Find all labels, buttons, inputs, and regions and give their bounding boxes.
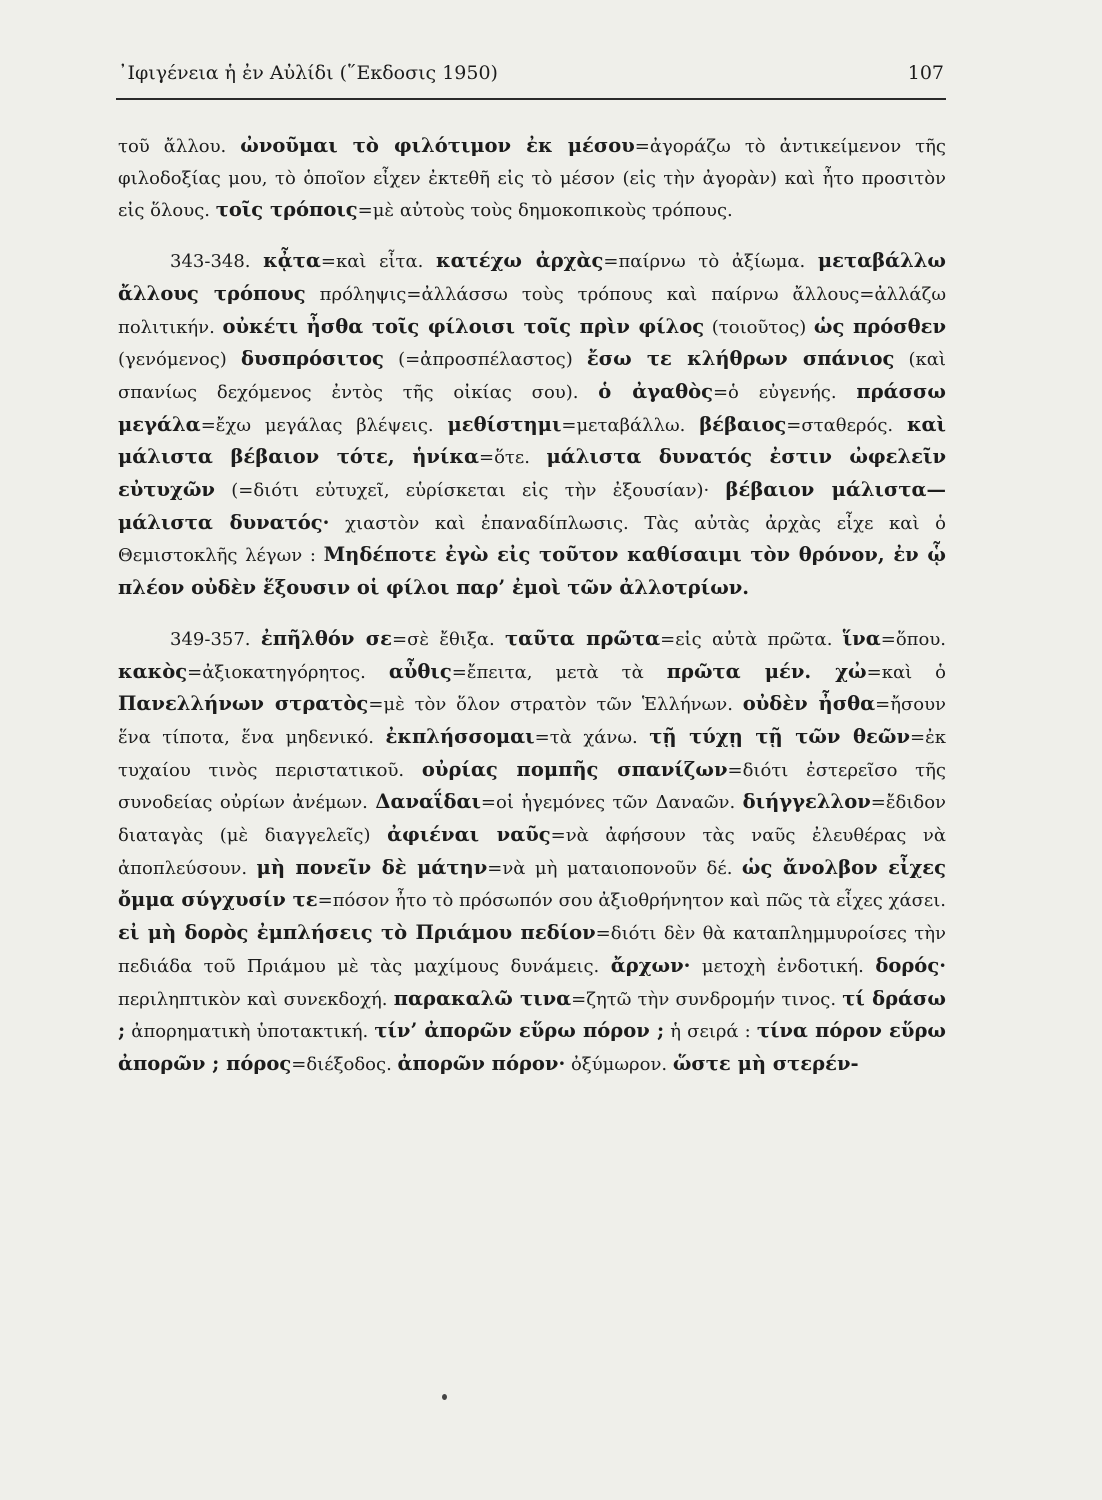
gloss: ἀπορηματικὴ ὑποτακτική. bbox=[125, 1021, 375, 1043]
lemma: μεθίστημι bbox=[447, 412, 562, 436]
lemma: ταῦτα πρῶτα bbox=[505, 626, 661, 650]
lemma: ὁ ἀγαθὸς bbox=[598, 379, 713, 403]
gloss: =καὶ εἶτα. bbox=[320, 251, 436, 273]
commentary-text bbox=[118, 130, 946, 1081]
lemma: ἀπορῶν πόρον· bbox=[397, 1051, 566, 1075]
lemma: οὐδὲν ἦσθα bbox=[742, 692, 876, 716]
lemma: Μηδέποτε ἐγὼ εἰς τοῦτον καθίσαιμι τὸν θρόνον, ἐν ᾧ πλέον οὐδὲν ἕξουσιν οἱ φίλοι παρ’ ἐμοὶ τῶν ἀλλοτρίων. bbox=[118, 543, 946, 600]
lemma: τῇ τύχῃ τῇ τῶν θεῶν bbox=[649, 724, 910, 748]
lemma: οὐρίας πομπῆς σπανίζων bbox=[421, 757, 728, 781]
lemma: ἐκπλήσσομαι bbox=[385, 724, 535, 748]
print-speck bbox=[442, 1394, 447, 1400]
gloss: =εἰς αὐτὰ πρῶτα. bbox=[660, 628, 843, 650]
gloss: =μεταβάλλω. bbox=[561, 414, 700, 436]
lemma: ὡς πρόσθεν bbox=[813, 314, 946, 338]
paragraph-1 bbox=[118, 130, 946, 227]
lemma: μὴ πονεῖν δὲ μάτην bbox=[256, 855, 488, 879]
gloss: =ἔχω μεγάλας βλέψεις. bbox=[200, 414, 448, 436]
gloss: =καὶ ὁ bbox=[866, 661, 946, 683]
gloss: =τὰ χάνω. bbox=[534, 726, 650, 748]
gloss: (τοιοῦτος) bbox=[704, 316, 814, 338]
lemma: ἐπῆλθόν σε bbox=[260, 626, 392, 650]
lemma: ὡς ἄνολβον εἶχες ὄμμα σύγχυσίν τε bbox=[118, 855, 947, 912]
lemma: μεταβάλλω ἄλλους τρόπους bbox=[118, 249, 946, 305]
gloss: (=διότι εὐτυχεῖ, εὑρίσκεται εἰς τὴν ἐξουσίαν)· bbox=[214, 480, 726, 502]
gloss: =ὁ εὐγενής. bbox=[712, 381, 857, 403]
lemma: ἄρχων· bbox=[610, 953, 691, 977]
lemma: ἔσω τε κλήθρων σπάνιος bbox=[586, 347, 895, 371]
gloss: 343-348. bbox=[170, 251, 264, 273]
gloss: =ἔπειτα, μετὰ τὰ bbox=[451, 661, 667, 683]
gloss: =νὰ μὴ ματαιοπονοῦν δέ. bbox=[487, 857, 742, 879]
gloss: =σταθερός. bbox=[786, 414, 907, 436]
gloss: χιαστὸν καὶ ἐπαναδίπλωσις. Τὰς αὐτὰς ἀρχὰς εἶχε καὶ ὁ Θεμιστοκλῆς λέγων : bbox=[118, 512, 946, 567]
gloss: (=ἀπροσπέλαστος) bbox=[383, 349, 587, 371]
gloss: τοῦ ἄλλου. bbox=[118, 136, 241, 157]
page-number: 107 bbox=[907, 62, 944, 84]
gloss: =ὅπου. bbox=[880, 628, 946, 650]
running-head bbox=[118, 62, 944, 92]
gloss: μετοχὴ ἐνδοτική. bbox=[690, 955, 876, 977]
gloss: =ζητῶ τὴν συνδρομήν τινος. bbox=[571, 988, 843, 1010]
gloss: =παίρνω τὸ ἀξίωμα. bbox=[603, 251, 818, 273]
lemma: τοῖς τρόποις bbox=[215, 198, 358, 222]
gloss: (γενόμενος) bbox=[118, 349, 241, 371]
lemma: ἵνα bbox=[842, 626, 881, 650]
gloss: =ἤσουν ἕνα τίποτα, ἕνα μηδενικό. bbox=[118, 694, 946, 748]
lemma: εἰ μὴ δορὸς ἐμπλήσεις τὸ Πριάμου πεδίον bbox=[118, 921, 596, 945]
lemma: πρῶτα μέν. χὠ bbox=[666, 659, 867, 683]
gloss: =σὲ ἔθιξα. bbox=[391, 628, 505, 650]
lemma: δορός· bbox=[875, 953, 946, 977]
gloss: πρόληψις=ἀλλάσσω τοὺς τρόπους καὶ παίρνω ἄλλους=ἀλλάζω πολιτικήν. bbox=[118, 283, 947, 338]
lemma: ὥστε μὴ στερέν- bbox=[672, 1051, 859, 1075]
lemma: τίν’ ἀπορῶν εὕρω πόρον ; bbox=[374, 1019, 665, 1043]
gloss: =ἀγοράζω τὸ ἀντικείμενον τῆς φιλοδοξίας μου, τὸ ὁποῖον εἶχεν ἐκτεθῆ εἰς τὸ μέσον (εἰς τὴν ἀγορὰν) καὶ ἦτο προσιτὸν εἰς ὅλους. bbox=[118, 136, 947, 222]
gloss: =νὰ ἀφήσουν τὰς ναῦς ἐλευθέρας νὰ ἀποπλεύσουν. bbox=[118, 825, 947, 879]
lemma: τίνα πόρον εὕρω ἀπορῶν ; πόρος bbox=[118, 1019, 946, 1075]
gloss: 349-357. bbox=[170, 628, 261, 650]
gloss: =διότι ἐστερεῖσο τῆς συνοδείας οὐρίων ἀνέμων. bbox=[118, 759, 946, 814]
gloss: περιληπτικὸν καὶ συνεκδοχή. bbox=[118, 988, 394, 1010]
lemma: βέβαιον μάλιστα—μάλιστα δυνατός· bbox=[118, 478, 946, 534]
lemma: παρακαλῶ τινα bbox=[393, 986, 572, 1010]
gloss: =ἐκ τυχαίου τινὸς περιστατικοῦ. bbox=[118, 726, 946, 781]
lemma: κᾆτα bbox=[263, 249, 321, 273]
gloss: ὀξύμωρον. bbox=[565, 1053, 673, 1075]
lemma: τί δράσω ; bbox=[118, 986, 946, 1043]
lemma: οὐκέτι ἦσθα τοῖς φίλοισι τοῖς πρὶν φίλος bbox=[222, 314, 705, 338]
lemma: βέβαιος bbox=[699, 412, 787, 436]
gloss: =διότι δὲν θὰ καταπλημμυροίσες τὴν πεδιάδα τοῦ Πριάμου μὲ τὰς μαχίμους δυνάμεις. bbox=[118, 923, 946, 977]
gloss: (καὶ σπανίως δεχόμενος ἐντὸς τῆς οἰκίας σου). bbox=[118, 349, 946, 403]
lemma: κατέχω ἀρχὰς bbox=[436, 249, 604, 273]
lemma: πράσσω μεγάλα bbox=[118, 379, 946, 436]
gloss: =μὲ αὐτοὺς τοὺς δημοκοπικοὺς τρόπους. bbox=[357, 200, 733, 222]
lemma: Πανελλήνων στρατὸς bbox=[118, 692, 369, 716]
lemma: κακὸς bbox=[118, 659, 188, 683]
lemma: μάλιστα δυνατός ἐστιν ὠφελεῖν εὐτυχῶν bbox=[118, 445, 946, 502]
paragraph-343-348 bbox=[118, 245, 946, 605]
gloss: =διέξοδος. bbox=[291, 1053, 398, 1075]
lemma: ἀφιέναι ναῦς bbox=[387, 823, 551, 847]
gloss: =ὅτε. bbox=[479, 447, 547, 469]
lemma: Δαναΐδαι bbox=[375, 790, 481, 814]
gloss: ἡ σειρά : bbox=[664, 1021, 757, 1043]
lemma: καὶ μάλιστα βέβαιον τότε, ἡνίκα bbox=[118, 412, 946, 469]
paragraph-349-357 bbox=[118, 623, 946, 1081]
lemma: αὖθις bbox=[388, 659, 452, 683]
lemma: ὠνοῦμαι τὸ φιλότιμον ἐκ μέσου bbox=[240, 134, 635, 157]
lemma: διήγγελλον bbox=[742, 790, 871, 814]
running-head-title: ᾿Ιφιγένεια ἡ ἐν Αὐλίδι (῞Εκδοσις 1950) bbox=[118, 62, 498, 84]
gloss: =μὲ τὸν ὅλον στρατὸν τῶν Ἑλλήνων. bbox=[368, 694, 743, 716]
header-rule bbox=[116, 98, 946, 100]
gloss: =ἀξιοκατηγόρητος. bbox=[187, 661, 389, 683]
gloss: =οἱ ἡγεμόνες τῶν Δαναῶν. bbox=[480, 792, 743, 814]
lemma: δυσπρόσιτος bbox=[240, 347, 384, 371]
gloss: =ἔδιδον διαταγὰς (μὲ διαγγελεῖς) bbox=[118, 792, 946, 847]
gloss: =πόσον ἦτο τὸ πρόσωπόν σου ἀξιοθρήνητον καὶ πῶς τὰ εἶχες χάσει. bbox=[317, 890, 946, 912]
